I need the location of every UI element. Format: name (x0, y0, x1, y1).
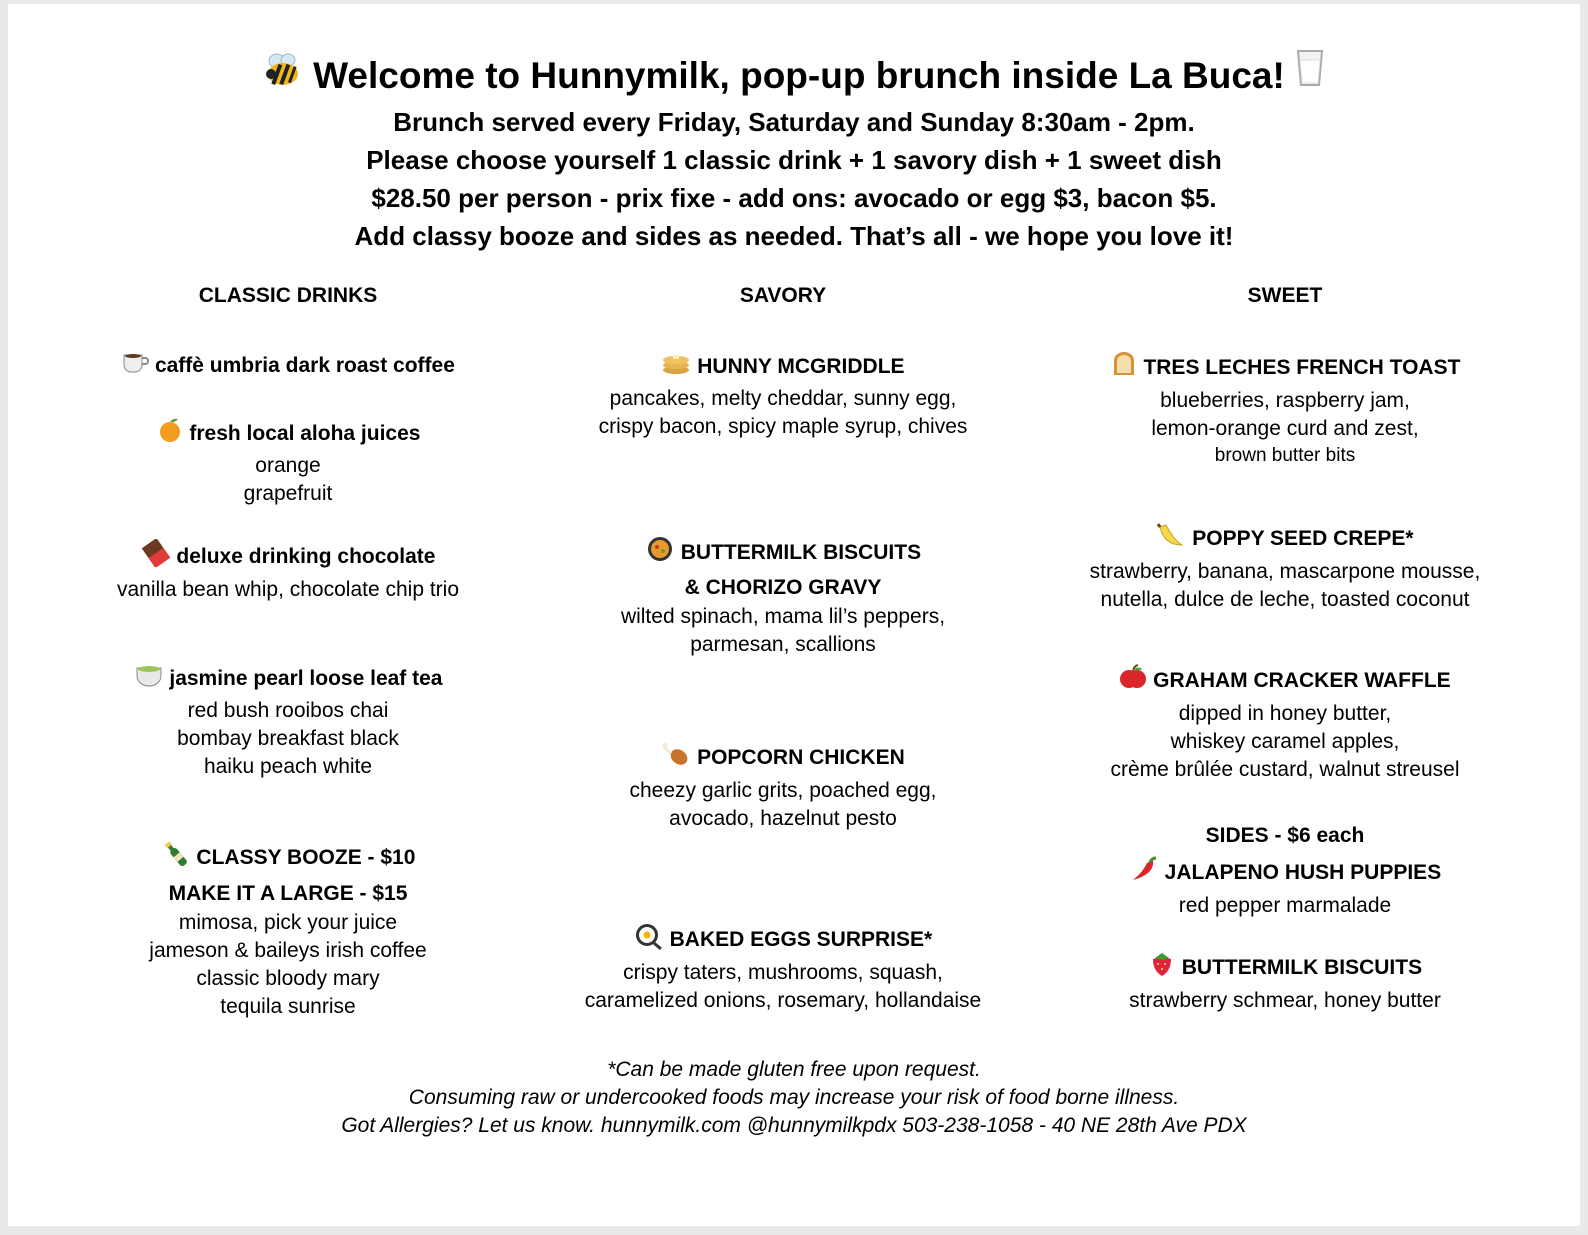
sweet-item-waffle (1055, 663, 1515, 784)
savory-item-desc: pancakes, melty cheddar, sunny egg, (609, 387, 957, 410)
drink-item-desc: jameson & baileys irish coffee (149, 939, 427, 962)
savory-item-baked-eggs (543, 922, 1023, 1015)
savory-item-desc: cheezy garlic grits, poached egg, (629, 779, 937, 802)
savory-item-name: HUNNY MCGRIDDLE (697, 355, 905, 379)
header-line-choose: Please choose yourself 1 classic drink + 1 savory dish + 1 sweet dish (366, 145, 1222, 175)
orange-icon (156, 417, 184, 452)
bread-icon (1110, 350, 1138, 387)
menu-page (8, 4, 1580, 1226)
paella-pan-icon (645, 535, 675, 572)
coffee-cup-icon (121, 350, 149, 383)
sides-section (1055, 820, 1515, 920)
drink-item-booze (88, 839, 488, 1021)
title-text: Welcome to Hunnymilk, pop-up brunch inside La Buca! (313, 54, 1285, 96)
sweet-item-desc: nutella, dulce de leche, toasted coconut (1100, 588, 1470, 611)
drink-item-name: jasmine pearl loose leaf tea (169, 667, 443, 691)
pancakes-icon (661, 350, 691, 385)
drink-item-name: fresh local aloha juices (189, 422, 421, 446)
savory-item-name: BUTTERMILK BISCUITS (680, 541, 922, 565)
drink-item-chocolate (88, 539, 488, 604)
header-line-extras: Add classy booze and sides as needed. That’s all - we hope you love it! (354, 221, 1234, 251)
milk-glass-icon (1295, 48, 1325, 103)
drink-item-name: caffè umbria dark roast coffee (154, 354, 455, 378)
bee-icon (263, 49, 303, 103)
sweet-item-desc: dipped in honey butter, (1178, 702, 1392, 725)
sweet-item-desc: whiskey caramel apples, (1170, 730, 1400, 753)
frying-pan-egg-icon (634, 922, 664, 959)
sweet-item-desc: lemon-orange curd and zest, (1151, 417, 1419, 440)
drink-item-desc: orange (255, 454, 321, 477)
footer-gluten-note: *Can be made gluten free upon request. (607, 1058, 981, 1081)
savory-item-desc: crispy bacon, spicy maple syrup, chives (598, 415, 968, 438)
menu-footer (8, 1056, 1580, 1140)
savory-item-name: BAKED EGGS SURPRISE* (669, 928, 933, 952)
drumstick-icon (661, 740, 691, 777)
header-line-price: $28.50 per person - prix fixe - add ons: avocado or egg $3, bacon $5. (371, 183, 1217, 213)
savory-item-name: & CHORIZO GRAVY (684, 576, 882, 599)
page-title (8, 48, 1580, 103)
drink-item-desc: mimosa, pick your juice (178, 911, 398, 934)
sweet-item-name: GRAHAM CRACKER WAFFLE (1153, 669, 1451, 693)
drink-item-name: MAKE IT A LARGE - $15 (168, 882, 408, 905)
savory-item-biscuits-gravy (543, 535, 1023, 659)
sides-heading: SIDES - $6 each (1205, 824, 1365, 847)
sweet-item-french-toast (1055, 350, 1515, 469)
savory-heading: SAVORY (739, 284, 827, 307)
chili-pepper-icon (1129, 855, 1159, 892)
chocolate-bar-icon (141, 539, 171, 576)
side-item-desc: red pepper marmalade (1178, 894, 1392, 917)
sweet-heading: SWEET (1247, 284, 1323, 307)
drink-item-desc: bombay breakfast black (177, 727, 399, 750)
sweet-item-desc: blueberries, raspberry jam, (1160, 389, 1410, 412)
drink-item-desc: tequila sunrise (220, 995, 356, 1018)
sweet-item-name: POPPY SEED CREPE* (1192, 527, 1414, 551)
drinks-heading: CLASSIC DRINKS (198, 284, 378, 307)
side-item-name: JALAPENO HUSH PUPPIES (1164, 861, 1442, 885)
apple-icon (1119, 663, 1147, 700)
savory-item-desc: crispy taters, mushrooms, squash, (623, 961, 943, 984)
drink-item-name: CLASSY BOOZE - $10 (196, 846, 416, 870)
savory-item-name: POPCORN CHICKEN (697, 746, 905, 770)
side-item-desc: strawberry schmear, honey butter (1129, 989, 1441, 1012)
sweet-item-desc: crème brûlée custard, walnut streusel (1110, 758, 1460, 781)
champagne-bottle-icon (161, 839, 191, 878)
drink-item-juices (88, 417, 488, 508)
drink-item-coffee (88, 350, 488, 383)
footer-raw-food-warning: Consuming raw or undercooked foods may increase your risk of food borne illness. (408, 1086, 1180, 1109)
drink-item-desc: haiku peach white (203, 755, 373, 778)
savory-item-mcgriddle (543, 350, 1023, 441)
drink-item-desc: vanilla bean whip, chocolate chip trio (116, 578, 460, 601)
drink-item-name: deluxe drinking chocolate (176, 545, 436, 569)
drink-item-desc: red bush rooibos chai (187, 699, 389, 722)
sweet-item-name: TRES LECHES FRENCH TOAST (1143, 356, 1461, 380)
header-line-hours: Brunch served every Friday, Saturday and Sunday 8:30am - 2pm. (393, 107, 1195, 137)
savory-item-desc: parmesan, scallions (690, 633, 876, 656)
side-item-name: BUTTERMILK BISCUITS (1181, 956, 1423, 980)
savory-item-popcorn-chicken (543, 740, 1023, 833)
savory-item-desc: wilted spinach, mama lil’s peppers, (620, 605, 946, 628)
menu-header (8, 48, 1580, 255)
savory-item-desc: caramelized onions, rosemary, hollandaise (584, 989, 982, 1012)
savory-item-desc: avocado, hazelnut pesto (669, 807, 897, 830)
tea-cup-icon (134, 662, 164, 697)
drink-item-tea (88, 662, 488, 781)
strawberry-icon (1148, 950, 1176, 987)
side-item-biscuits (1055, 950, 1515, 1015)
sweet-item-desc: strawberry, banana, mascarpone mousse, (1089, 560, 1481, 583)
banana-icon (1156, 521, 1186, 558)
sweet-item-crepe (1055, 521, 1515, 614)
drink-item-desc: classic bloody mary (196, 967, 380, 990)
drink-item-desc: grapefruit (243, 482, 333, 505)
sweet-item-desc: brown butter bits (1214, 445, 1356, 466)
footer-contact: Got Allergies? Let us know. hunnymilk.com @hunnymilkpdx 503-238-1058 - 40 NE 28th Ave PDX (341, 1114, 1247, 1137)
